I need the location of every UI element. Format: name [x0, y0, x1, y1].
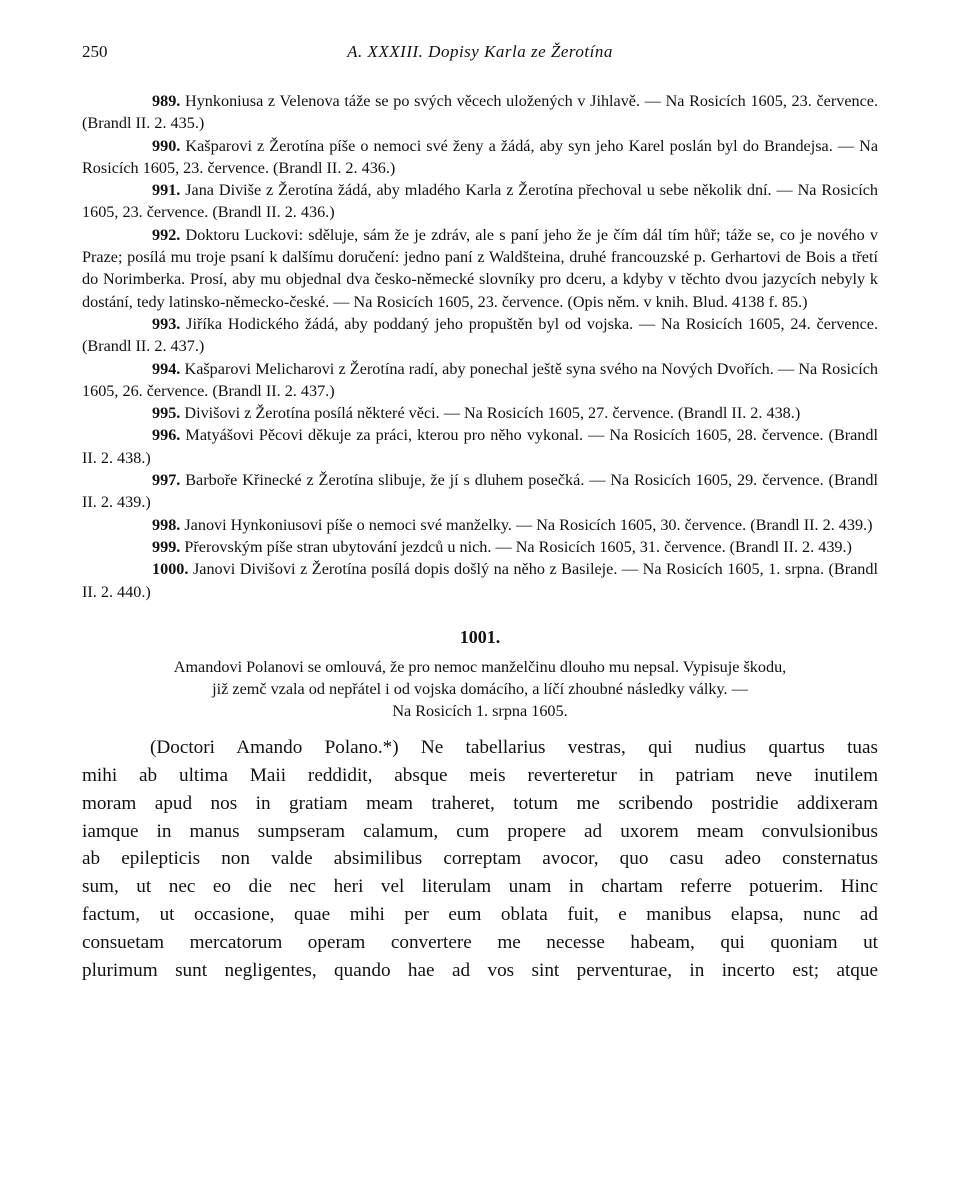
register-entry: [82, 90, 878, 135]
body-line: factum, ut occasione, quae mihi per eum oblata fuit, e manibus elapsa, nunc ad: [82, 904, 878, 926]
register-entry: [82, 224, 878, 313]
entry-text: Janovi Divišovi z Žerotína posílá dopis došlý na něho z Basileje. — Na Rosicích 1605, 1. srpna. (Brandl II. 2. 440.): [82, 560, 878, 601]
register-entry: [82, 402, 878, 424]
entry-number: 996.: [152, 426, 181, 445]
running-header: [82, 36, 878, 76]
body-line: (Doctori Amando Polano.*) Ne tabellarius vestras, qui nudius quartus tuas: [150, 736, 878, 758]
register-entry: [82, 424, 878, 469]
entry-text: Matyášovi Pěcovi děkuje za práci, kterou pro něho vykonal. — Na Rosicích 1605, 28. července. (Brandl II. 2. 438.): [82, 426, 878, 467]
register-entry: [82, 536, 878, 558]
document-page: [82, 36, 878, 985]
entry-text: Barboře Křinecké z Žerotína slibuje, že jí s dluhem posečká. — Na Rosicích 1605, 29. července. (Brandl II. 2. 439.): [82, 471, 879, 512]
entry-text: Divišovi z Žerotína posílá některé věci. — Na Rosicích 1605, 27. července. (Brandl II. 2. 438.): [184, 404, 801, 423]
body-line: plurimum sunt negligentes, quando hae ad vos sint perventurae, in incerto est; atque: [82, 960, 878, 982]
entry-number: 993.: [152, 314, 181, 333]
letter-number: 1001.: [459, 626, 501, 647]
entry-text: Kašparovi Melicharovi z Žerotína radí, aby ponechal ještě syna svého na Nových Dvořích. — Na Rosicích 1605, 26. července. (Brandl II. 2. 437.): [82, 359, 879, 400]
entry-text: Hynkoniusa z Velenova táže se po svých věcech uložených v Jihlavě. — Na Rosicích 1605, 23. července. (Brandl II. 2. 435.): [82, 92, 879, 133]
entry-text: Přerovským píše stran ubytování jezdců u nich. — Na Rosicích 1605, 31. července. (Brandl II. 2. 439.): [184, 537, 852, 556]
summary-line: Amandovi Polanovi se omlouvá, že pro nemoc manželčinu dlouho mu nepsal. Vypisuje škodu,: [173, 657, 787, 676]
entry-number: 998.: [152, 515, 181, 534]
entry-text: Doktoru Luckovi: sděluje, sám že je zdráv, ale s paní jeho že je čím dál tím hůř; táže se, co je nového v Praze; posílá mu troje psaní k dalšímu doručení: jedno paní z Waldšteina, druhé francouzské p. Gerhartovi de Bois a třetí do Norimberka. Prosí, aby mu objednal dva česko-německé slovníky pro dceru, a kdyby v těchto dvou jazycích nebyly k dostání, tedy latinsko-německo-české. — Na Rosicích 1605, 23. července. (Opis něm. v knih. Blud. 4138 f. 85.): [82, 225, 879, 311]
entry-number: 992.: [152, 225, 181, 244]
entry-number: 999.: [152, 537, 181, 556]
page-number: 250: [82, 42, 108, 61]
register-entry: [82, 558, 878, 603]
body-line: ab epilepticis non valde absimilibus correptam avocor, quo casu adeo consternatus: [82, 848, 878, 870]
register-entry: [82, 135, 878, 180]
entry-text: Jiříka Hodického žádá, aby poddaný jeho propuštěn byl od vojska. — Na Rosicích 1605, 24. července. (Brandl II. 2. 437.): [82, 314, 879, 356]
letter-summary: [82, 656, 878, 722]
register-entry: [82, 514, 878, 536]
body-line: sum, ut nec eo die nec heri vel literulam unam in chartam referre potuerim. Hinc: [82, 876, 878, 898]
summary-line: Na Rosicích 1. srpna 1605.: [392, 701, 568, 720]
entry-text: Janovi Hynkoniusovi píše o nemoci své manželky. — Na Rosicích 1605, 30. července. (Brandl II. 2. 439.): [184, 515, 873, 534]
summary-line: již zemč vzala od nepřátel i od vojska domácího, a líčí zhoubné následky války. —: [212, 679, 748, 698]
register-entry: [82, 469, 878, 514]
register-entry: [82, 313, 878, 358]
letter-body: [82, 734, 878, 985]
body-line: iamque in manus sumpseram calamum, cum propere ad uxorem meam convulsionibus: [82, 820, 878, 842]
entry-text: Jana Diviše z Žerotína žádá, aby mladého Karla z Žerotína přechoval u sebe několik dní. — Na Rosicích 1605, 23. července. (Brandl II. 2. 436.): [82, 181, 879, 222]
body-line: mihi ab ultima Maii reddidit, absque meis reverteretur in patriam neve inutilem: [82, 764, 878, 786]
running-title: A. XXXIII. Dopisy Karla ze Žerotína: [347, 42, 613, 61]
body-line: consuetam mercatorum operam convertere me necesse habeam, qui quoniam ut: [82, 932, 878, 954]
entry-number: 991.: [152, 181, 181, 200]
entry-number: 989.: [152, 92, 181, 110]
entry-number: 995.: [152, 404, 181, 423]
body-line: moram apud nos in gratiam meam traheret, totum me scribendo postridie addixeram: [82, 792, 878, 814]
entry-text: Kašparovi z Žerotína píše o nemoci své ženy a žádá, aby syn jeho Karel poslán byl do Brandejsa. — Na Rosicích 1605, 23. července. (Brandl II. 2. 436.): [82, 136, 879, 177]
register-entry: [82, 179, 878, 224]
register-entry: [82, 358, 878, 403]
entry-number: 994.: [152, 359, 181, 378]
entry-number: 990.: [152, 136, 181, 155]
entry-number: 1000.: [152, 560, 189, 579]
letter-register: [82, 90, 878, 603]
entry-number: 997.: [152, 471, 181, 490]
